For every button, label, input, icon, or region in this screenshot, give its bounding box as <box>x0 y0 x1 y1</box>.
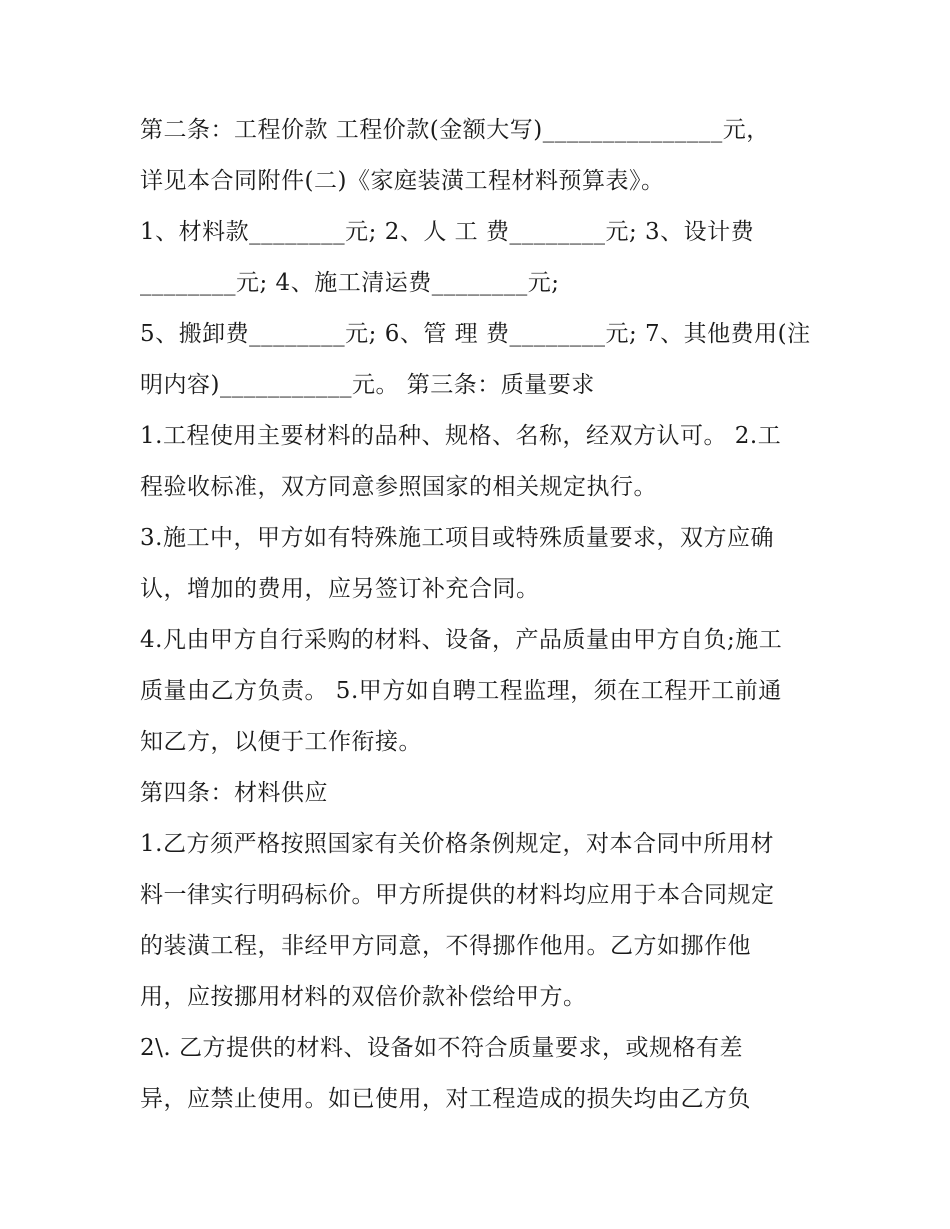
text-line: 异，应禁止使用。如已使用，对工程造成的损失均由乙方负 <box>140 1086 751 1112</box>
clause-2-heading-line: 第二条：工程价款 工程价款(金额大写)_______________元， <box>140 117 770 143</box>
text-line: 认，增加的费用，应另签订补充合同。 <box>140 576 540 602</box>
text-line: 质量由乙方负责。 5.甲方如自聘工程监理，须在工程开工前通 <box>140 678 782 704</box>
text-line: 2\. 乙方提供的材料、设备如不符合质量要求，或规格有差 <box>140 1035 744 1061</box>
text-line: 知乙方，以便于工作衔接。 <box>140 729 422 755</box>
text-line: 1.乙方须严格按照国家有关价格条例规定，对本合同中所用材 <box>140 831 774 857</box>
text-line: 1、材料款________元; 2、人 工 费________元; 3、设计费 <box>140 219 755 245</box>
text-line: 详见本合同附件(二)《家庭装潢工程材料预算表》。 <box>140 168 665 194</box>
text-line: 料一律实行明码标价。甲方所提供的材料均应用于本合同规定 <box>140 882 775 908</box>
text-line: 5、搬卸费________元; 6、管 理 费________元; 7、其他费用(注 <box>140 321 811 347</box>
clause-3-heading-line: 明内容)___________元。 第三条：质量要求 <box>140 372 595 398</box>
text-line: ________元; 4、施工清运费________元; <box>140 270 560 296</box>
text-line: 4.凡由甲方自行采购的材料、设备，产品质量由甲方自负;施工 <box>140 627 783 653</box>
text-line: 用，应按挪用材料的双倍价款补偿给甲方。 <box>140 984 587 1010</box>
text-line: 1.工程使用主要材料的品种、规格、名称，经双方认可。 2.工 <box>140 423 782 449</box>
text-line: 的装潢工程，非经甲方同意，不得挪作他用。乙方如挪作他 <box>140 933 751 959</box>
text-line: 程验收标准，双方同意参照国家的相关规定执行。 <box>140 474 657 500</box>
text-line: 3.施工中，甲方如有特殊施工项目或特殊质量要求，双方应确 <box>140 525 774 551</box>
clause-4-heading: 第四条：材料供应 <box>140 780 328 806</box>
